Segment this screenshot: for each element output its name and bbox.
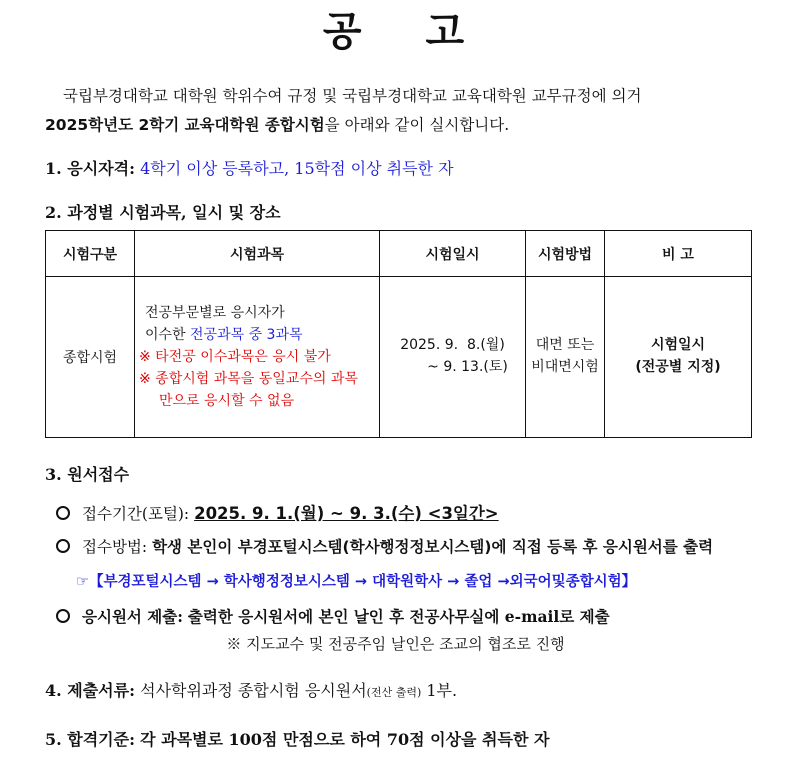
section-documents-tail: 1부. [421,681,458,700]
application-submit [56,605,610,627]
intro-bold-text: 2025학년도 2학기 교육대학원 종합시험 [45,116,325,134]
section-application-heading-text: 3. 원서접수 [45,465,130,484]
date-line-2: ~ 9. 13.(토) [427,359,508,375]
intro-rest-text: 을 아래와 같이 실시합니다. [324,116,510,134]
method-line-2: 비대면시험 [531,359,599,375]
remark-line-1: 시험일시 [650,337,706,353]
application-method [56,535,713,557]
circle-bullet-icon [56,609,70,623]
section-pass-criteria-value: 각 과목별로 100점 만점으로 하여 70점 이상을 취득한 자 [140,730,550,749]
subject-note-2-cont: 만으로 응시할 수 없음 [159,393,295,409]
table-header: 비 고 [605,231,752,277]
section-documents-heading: 4. 제출서류: [45,681,136,700]
application-submit-value: 출력한 응시원서에 본인 날인 후 전공사무실에 e-mail로 제출 [187,607,610,626]
section-documents-value: 석사학위과정 종합시험 응시원서 [140,681,367,700]
section-documents [45,678,457,701]
application-period [56,500,499,524]
intro-line-2 [45,111,760,140]
subject-line-2 [139,324,379,346]
section-subjects-heading [45,200,281,223]
remark-line-2: (전공별 지정) [635,359,721,375]
section-pass-criteria-heading: 5. 합격기준: [45,730,136,749]
subject-line-2-highlight: 전공과목 중 3과목 [190,327,303,343]
subject-note-1: ※ 타전공 이수과목은 응시 불가 [139,349,331,365]
section-documents-small: (전산 출력) [366,686,422,699]
exam-table [45,230,752,438]
section-eligibility-value: 4학기 이상 등록하고, 15학점 이상 취득한 자 [140,159,454,178]
method-line-1: 대면 또는 [535,337,595,353]
application-method-label: 접수방법: [82,538,148,556]
table-row [46,277,752,438]
table-cell-category: 종합시험 [46,277,135,438]
date-line-1: 2025. 9. 8.(월) [400,337,505,353]
intro-paragraph [45,82,760,140]
table-header-row [46,231,752,277]
application-method-value: 학생 본인이 부경포털시스템(학사행정정보시스템)에 직접 등록 후 응시원서를 출력 [152,538,714,556]
section-pass-criteria [45,727,549,750]
table-header: 시험방법 [526,231,605,277]
table-header: 시험일시 [380,231,526,277]
section-application-heading [45,462,129,485]
portal-path: ☞【부경포털시스템 → 학사행정정보시스템 → 대학원학사 → 졸업 →외국어및종합시험】 [76,574,637,590]
section-eligibility-heading: 1. 응시자격: [45,159,136,178]
intro-line-1: 국립부경대학교 대학원 학위수여 규정 및 국립부경대학교 교육대학원 교무규정에 의거 [63,87,642,105]
table-cell-remark [605,277,752,438]
advisor-note: ※ 지도교수 및 전공주임 날인은 조교의 협조로 진행 [226,635,565,653]
subject-note-2: ※ 종합시험 과목을 동일교수의 과목 [139,371,358,387]
page-title [0,0,791,57]
application-submit-label: 응시원서 제출: [82,607,183,626]
table-cell-subject [135,277,380,438]
subject-line-2-prefix: 이수한 [145,327,191,343]
title-char-1: 공 [322,9,366,55]
section-eligibility [45,156,454,179]
table-cell-method [526,277,605,438]
application-period-value: 2025. 9. 1.(월) ~ 9. 3.(수) <3일간> [194,504,499,523]
title-char-2: 고 [425,9,469,55]
circle-bullet-icon [56,506,70,520]
table-header: 시험구분 [46,231,135,277]
circle-bullet-icon [56,539,70,553]
application-period-label: 접수기간(포털): [82,505,190,523]
subject-line-1: 전공부문별로 응시자가 [145,305,285,321]
table-cell-date [380,277,526,438]
section-subjects-heading-text: 2. 과정별 시험과목, 일시 및 장소 [45,203,281,222]
table-header: 시험과목 [135,231,380,277]
